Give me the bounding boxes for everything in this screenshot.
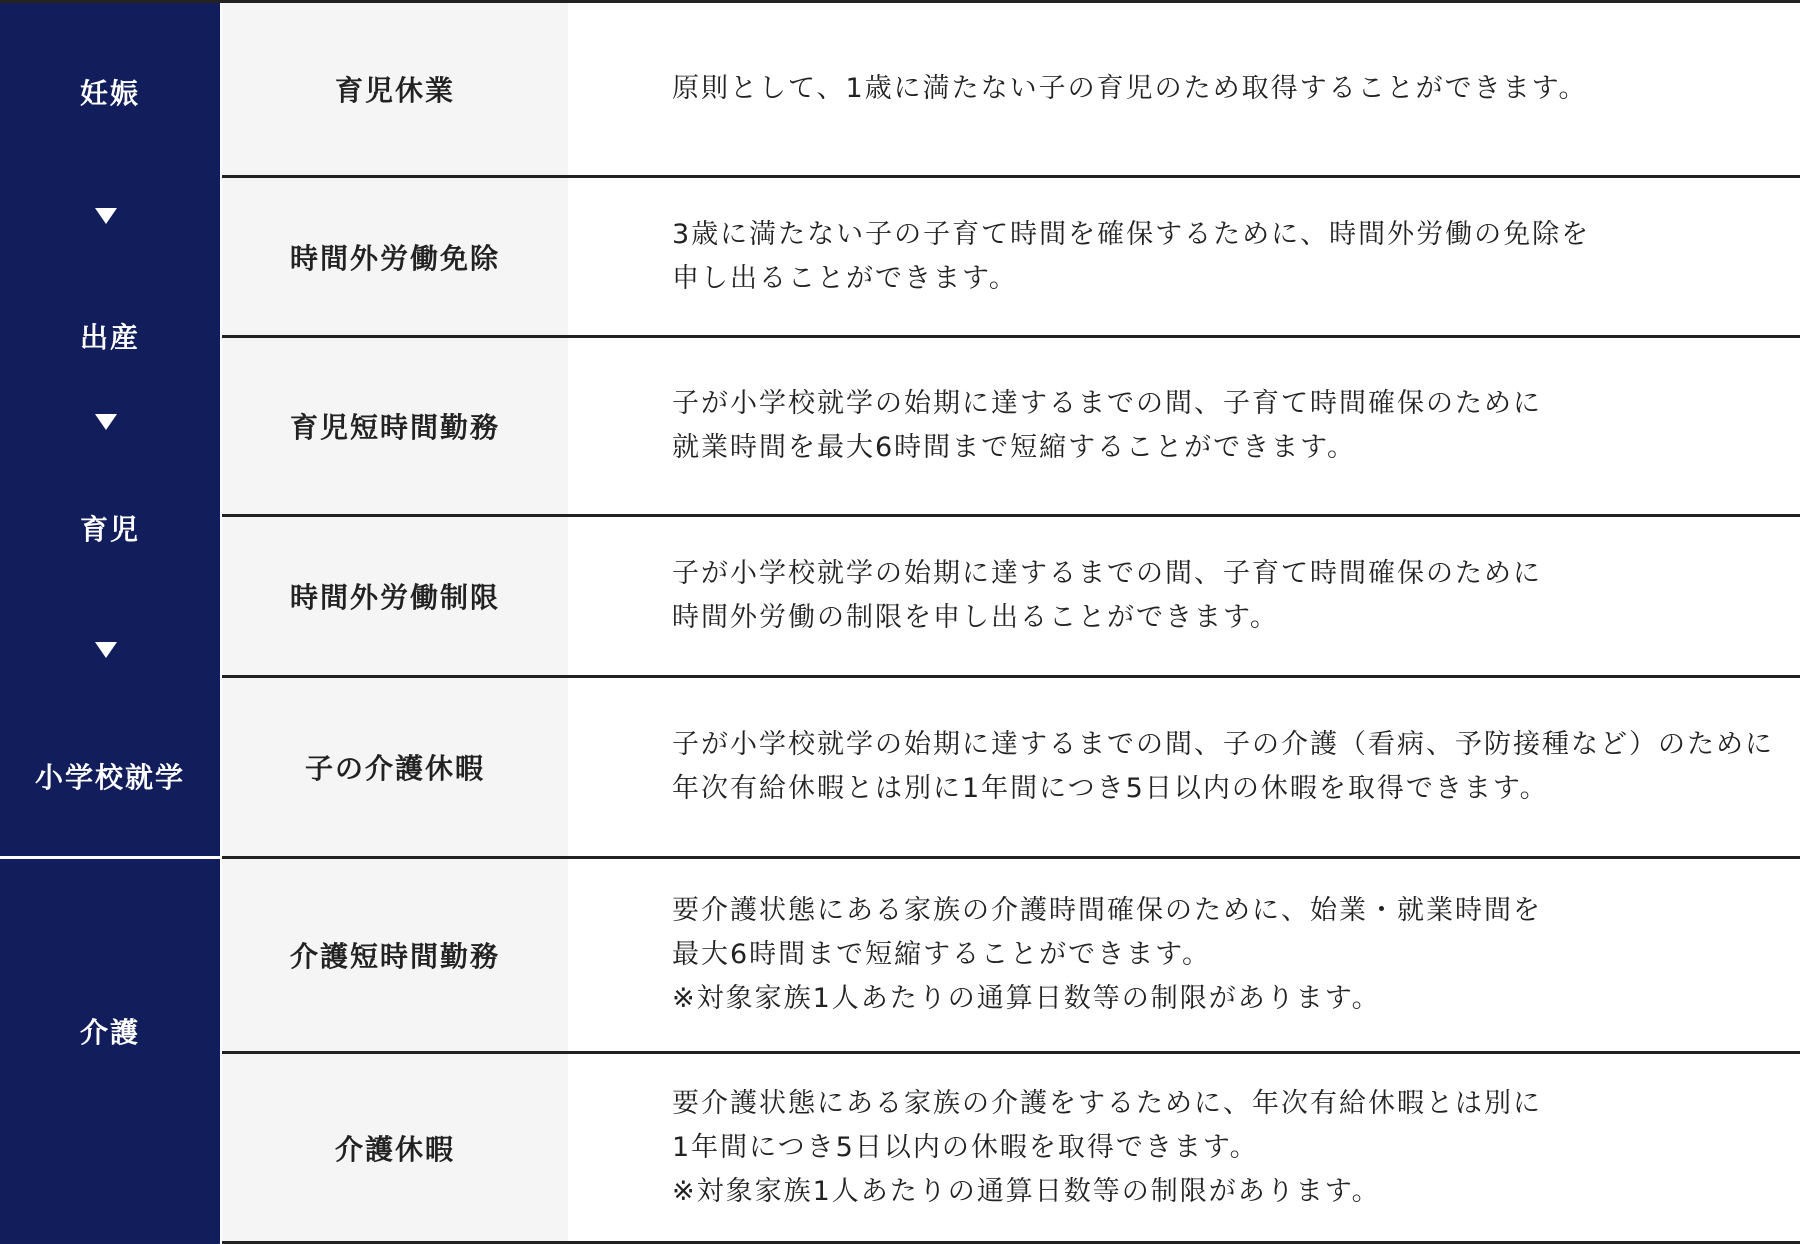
row-name: 子の介護休暇 [304,752,485,785]
stage-label-school: 小学校就学 [34,761,185,794]
row-name: 育児休業 [334,74,455,107]
row-name-cell [222,178,568,335]
down-arrow-icon [95,208,117,224]
stage-label-childcare: 育児 [79,513,140,546]
row-description-line: 要介護状態にある家族の介護をするために、年次有給休暇とは別に [672,1087,1542,1119]
row-name: 育児短時間勤務 [289,411,500,444]
table-row [222,517,1800,675]
stage-separator [0,856,222,859]
row-name-cell [222,1054,568,1241]
row-description-line: ※対象家族1人あたりの通算日数等の制限があります。 [672,1175,1381,1207]
row-description-line: 子が小学校就学の始期に達するまでの間、子育て時間確保のために [672,388,1542,419]
row-name: 時間外労働制限 [289,581,500,614]
row-description-cell [568,3,1800,175]
row-description-line: 時間外労働の制限を申し出ることができます。 [672,602,1279,633]
table-row [222,678,1800,856]
row-description-line: 申し出ることができます。 [672,262,1018,294]
row-name-cell [222,678,568,856]
row-name: 介護休暇 [334,1132,455,1166]
stage-label-pregnancy: 妊娠 [79,77,140,110]
row-description-line: 就業時間を最大6時間まで短縮することができます。 [672,432,1357,463]
row-description-line: 原則として、1歳に満たない子の育児のため取得することができます。 [672,73,1588,104]
row-description-cell [568,517,1800,675]
table-row [222,859,1800,1051]
row-description-line: 1年間につき5日以内の休暇を取得できます。 [672,1131,1259,1163]
row-description-line: 最大6時間まで短縮することができます。 [672,939,1212,970]
row-name: 介護短時間勤務 [289,940,500,973]
stage-label-nursing: 介護 [79,1016,140,1049]
row-description-line: 年次有給休暇とは別に1年間につき5日以内の休暇を取得できます。 [672,773,1549,804]
stage-column-nursing [0,859,220,1244]
row-description-cell [568,338,1800,514]
row-description-line: ※対象家族1人あたりの通算日数等の制限があります。 [672,983,1381,1014]
down-arrow-icon [95,642,117,658]
row-name-cell [222,3,568,175]
row-description-cell [568,859,1800,1051]
row-description-line: 要介護状態にある家族の介護時間確保のために、始業・就業時間を [672,895,1542,926]
down-arrow-icon [95,414,117,430]
stage-label-birth: 出産 [79,321,140,354]
row-description-cell [568,178,1800,335]
table-row [222,1054,1800,1241]
row-description-line: 子が小学校就学の始期に達するまでの間、子の介護（看病、予防接種など）のために [672,729,1774,760]
table-row [222,3,1800,175]
table-row [222,338,1800,514]
row-name-cell [222,338,568,514]
row-description-line: 3歳に満たない子の子育て時間を確保するために、時間外労働の免除を [672,218,1591,250]
row-name-cell [222,517,568,675]
row-name: 時間外労働免除 [289,241,500,275]
row-name-cell [222,859,568,1051]
row-description-line: 子が小学校就学の始期に達するまでの間、子育て時間確保のために [672,558,1542,589]
row-description-cell [568,1054,1800,1241]
row-description-cell [568,678,1800,856]
table-row [222,178,1800,335]
